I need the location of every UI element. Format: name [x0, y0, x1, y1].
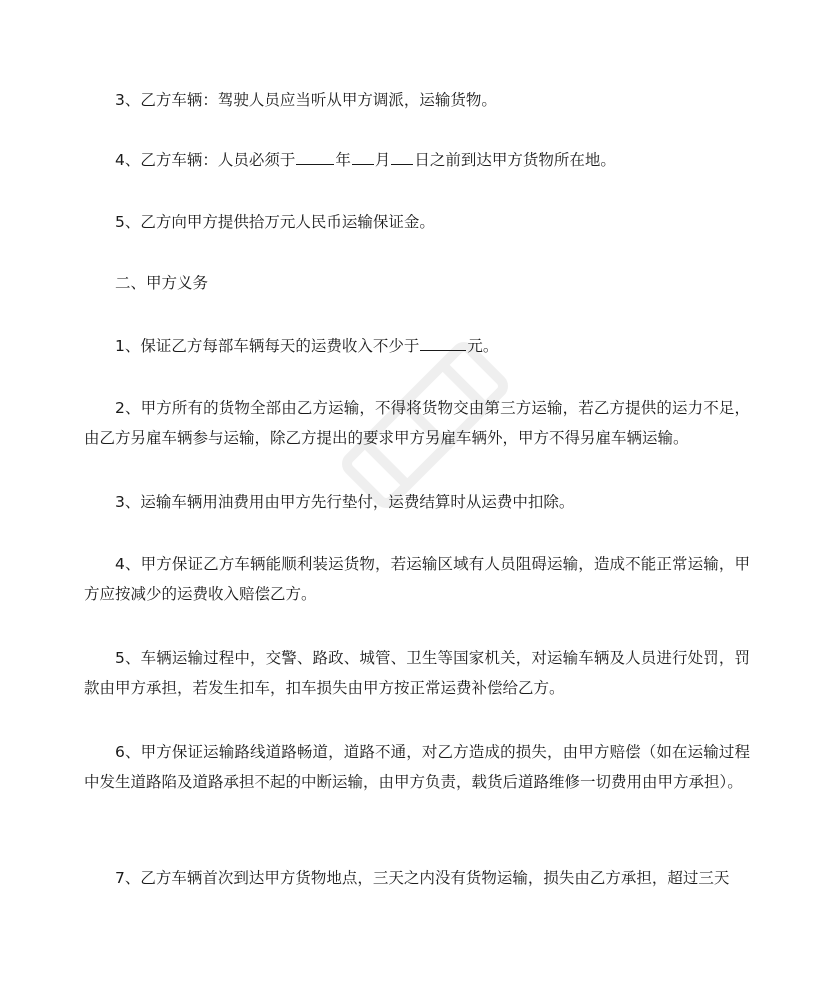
clause-c2: 2、甲方所有的货物全部由乙方运输，不得将货物交由第三方运输，若乙方提供的运力不足，由乙方另雇车辆参与运输，除乙方提出的要求甲方另雇车辆外，甲方不得另雇车辆运输。 [84, 399, 750, 447]
clause-c3: 3、运输车辆用油费用由甲方先行垫付，运费结算时从运费中扣除。 [115, 493, 575, 511]
clause-b4 [84, 145, 750, 175]
clause-b3: 3、乙方车辆：驾驶人员应当听从甲方调派，运输货物。 [115, 91, 497, 109]
clause-c5: 5、车辆运输过程中，交警、路政、城管、卫生等国家机关，对运输车辆及人员进行处罚，罚款由甲方承担，若发生扣车，扣车损失由甲方按正常运费补偿给乙方。 [84, 649, 750, 697]
clause-b4-text-4: 日之前到达甲方货物所在地。 [414, 151, 616, 169]
amount-blank [420, 334, 466, 351]
section-heading: 二、甲方义务 [115, 274, 209, 292]
clause-b4-text-1: 4、乙方车辆：人员必须于 [115, 151, 296, 169]
clause-b5: 5、乙方向甲方提供拾万元人民币运输保证金。 [115, 213, 435, 231]
clause-c1-text-1: 1、保证乙方每部车辆每天的运费收入不少于 [115, 337, 420, 355]
clause-c1-text-2: 元。 [467, 337, 499, 355]
clause-c6: 6、甲方保证运输路线道路畅道，道路不通，对乙方造成的损失，由甲方赔偿（如在运输过程中发生道路陷及道路承担不起的中断运输，由甲方负责，载货后道路维修一切费用由甲方承担）。 [84, 743, 750, 791]
clause-b4-text-3: 月 [374, 151, 391, 169]
day-blank [391, 148, 413, 165]
month-blank [352, 148, 374, 165]
year-blank [296, 148, 334, 165]
clause-c4: 4、甲方保证乙方车辆能顺利装运货物，若运输区域有人员阻碍运输，造成不能正常运输，甲方应按减少的运费收入赔偿乙方。 [84, 555, 750, 603]
clause-b4-text-2: 年 [335, 151, 351, 169]
clause-c7: 7、乙方车辆首次到达甲方货物地点，三天之内没有货物运输，损失由乙方承担，超过三天 [115, 869, 730, 887]
clause-c1 [84, 331, 750, 361]
